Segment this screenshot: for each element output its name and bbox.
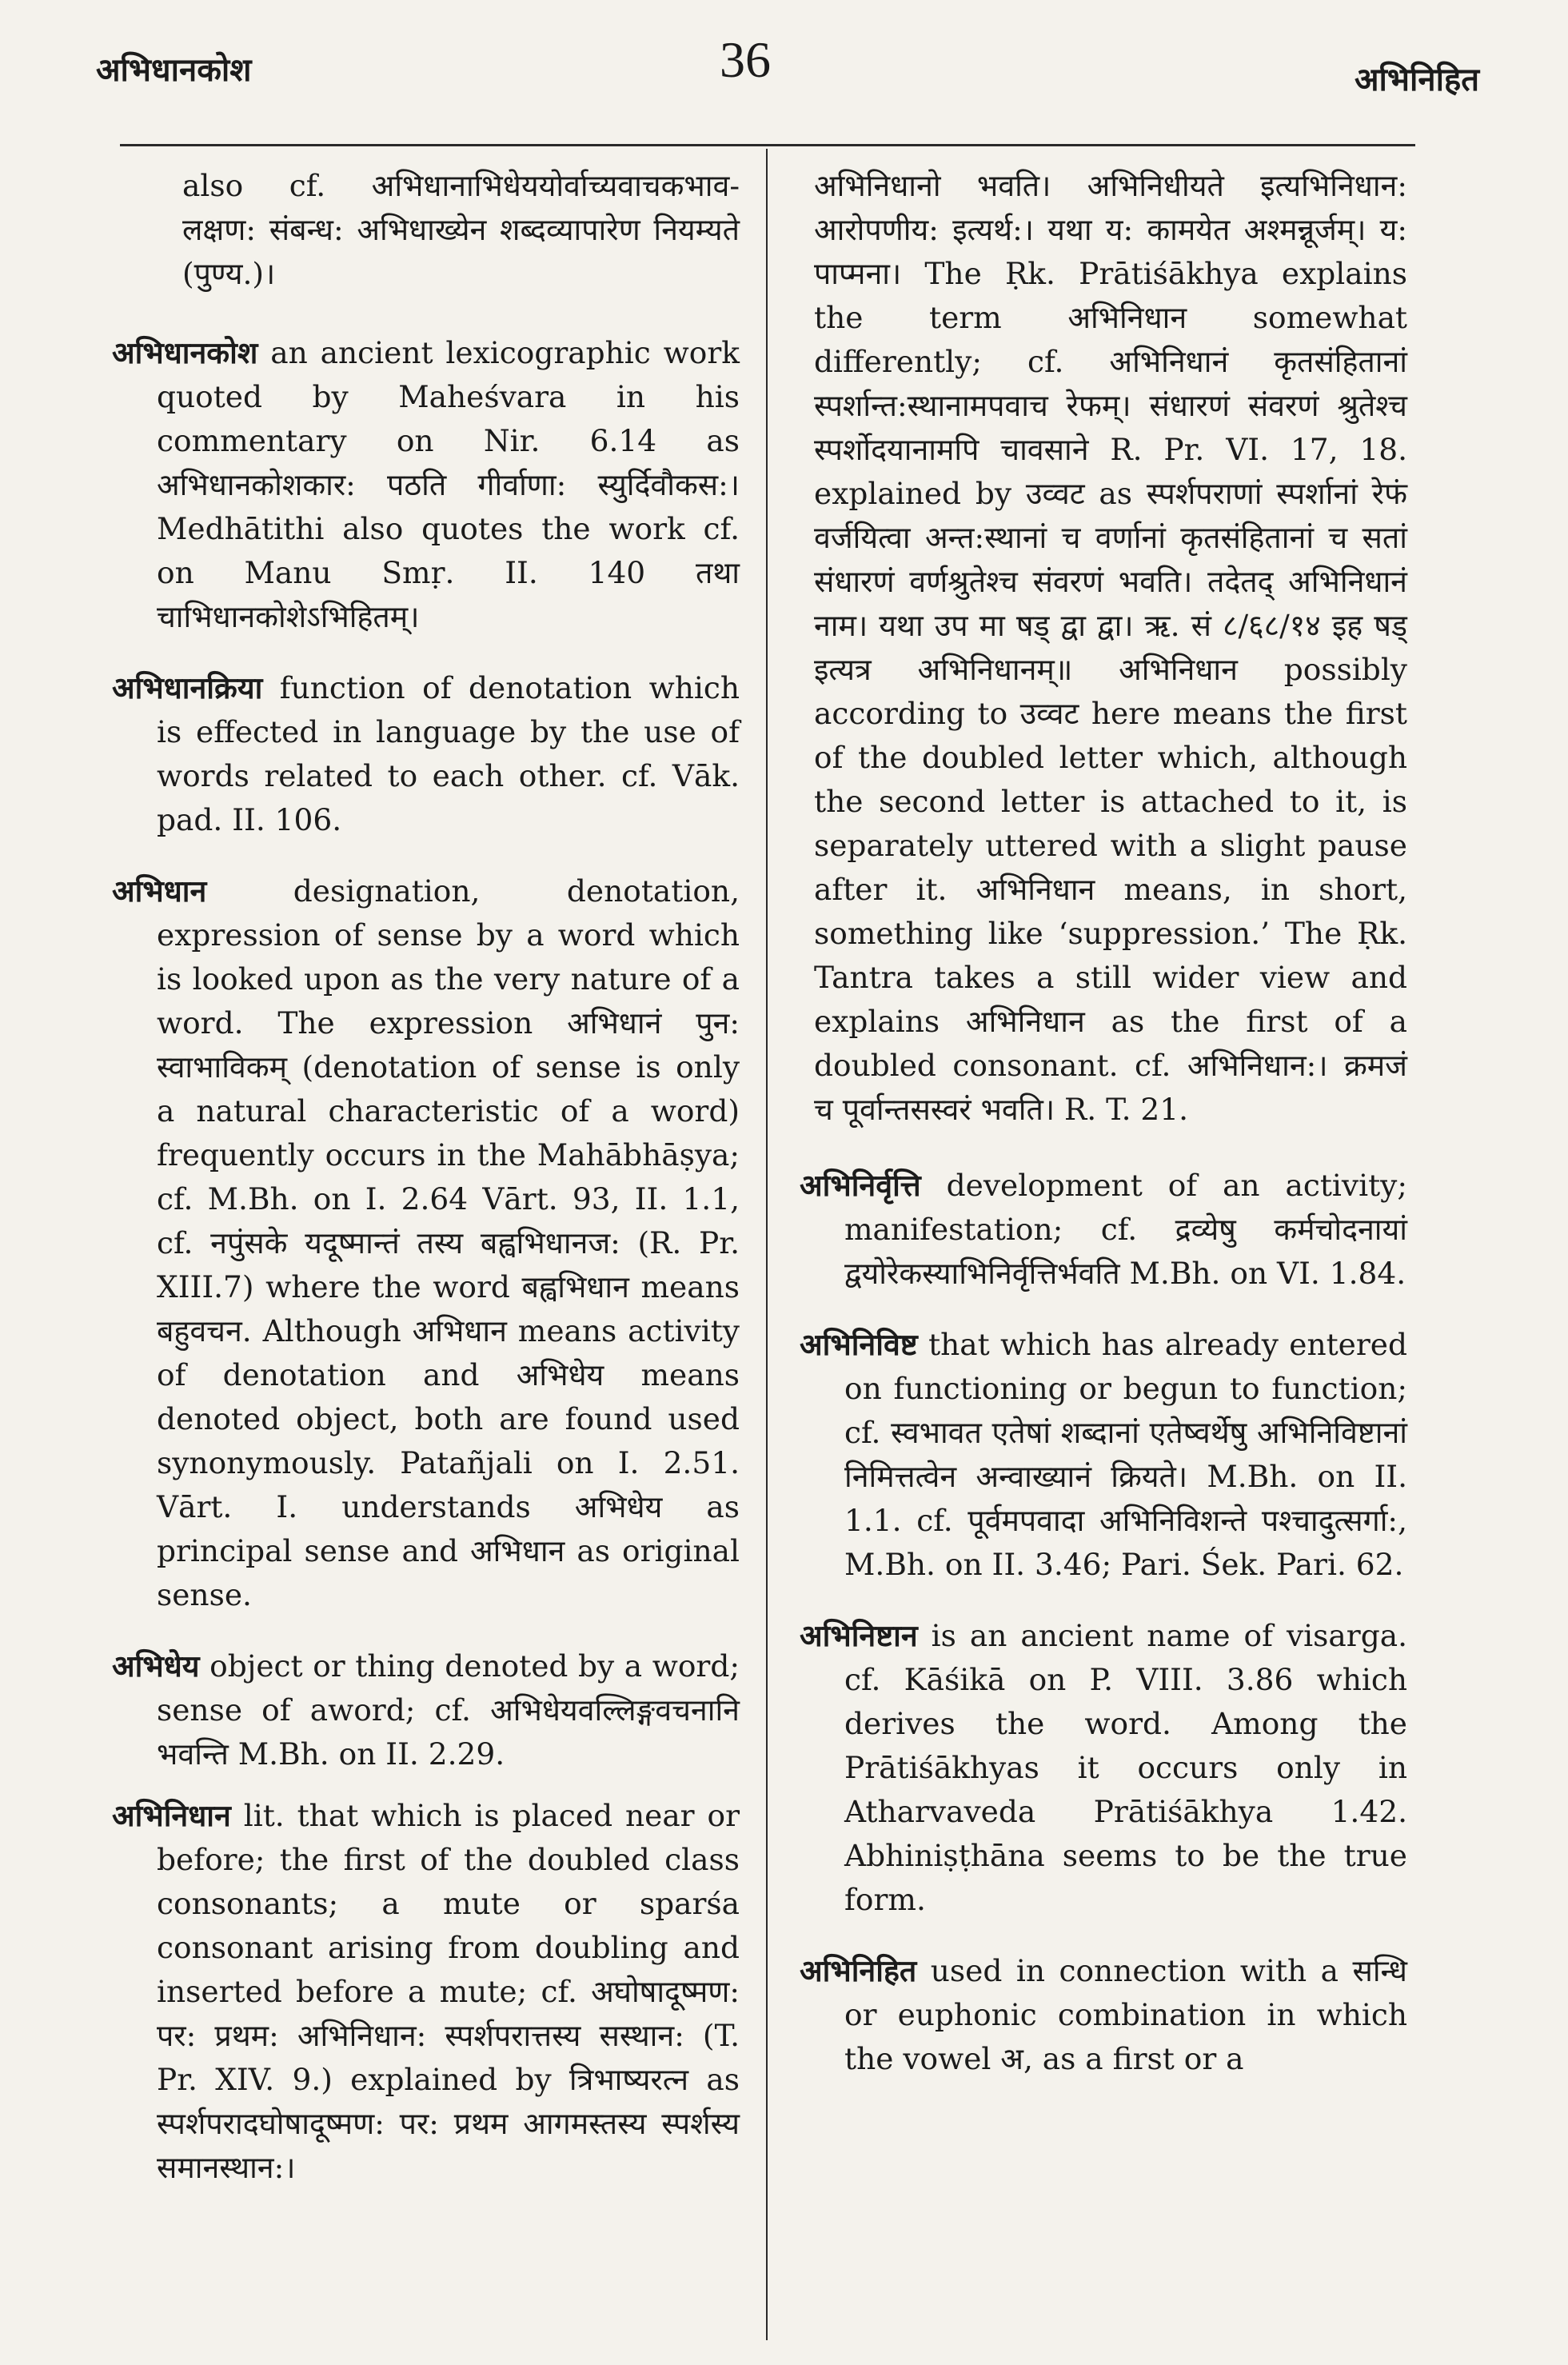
dictionary-entry	[112, 331, 740, 639]
entry-headword: अभिनिहित	[800, 1953, 917, 1988]
dictionary-entry	[112, 1644, 740, 1776]
column-divider	[766, 149, 768, 2340]
dictionary-entry	[112, 869, 740, 1617]
entry-text: an ancient lexicographic work quoted by Maheśvara in his commentary on Nir. 6.14 as अभिधानकोशकार: पठति गीर्वाणा: स्युर्दिवौकस:। Medhātithi also quotes the work cf. on Manu Smṛ. II. 140 तथा चाभिधानकोशेऽभिहितम्।	[157, 335, 740, 634]
dictionary-entry	[112, 666, 740, 842]
dictionary-entry	[112, 1794, 740, 2190]
entry-text: designation, denotation, expression of sense by a word which is looked upon as the very nature of a word. The expression अभिधानं पुन: स्वाभाविकम् (denotation of sense is only a natural characteristic of a word) frequently occurs in the Mahābhāṣya; cf. M.Bh. on I. 2.64 Vārt. 93, II. 1.1, cf. नपुंसके यदूष्मान्तं तस्य बह्वभिधानज: (R. Pr. XIII.7) where the word बह्वभिधान means बहुवचन. Although अभिधान means activity of denotation and अभिधेय means denoted object, both are found used synonymously. Patañjali on I. 2.51. Vārt. I. understands अभिधेय as principal sense and अभिधान as original sense.	[157, 873, 740, 1612]
entry-headword: अभिनिर्वृत्ति	[800, 1168, 921, 1203]
entry-headword: अभिधान	[112, 873, 207, 909]
dictionary-entry	[800, 1164, 1407, 1296]
page-number: 36	[720, 31, 771, 88]
page-header	[0, 0, 1568, 144]
header-rule	[120, 144, 1415, 146]
dictionary-entry	[800, 1614, 1407, 1922]
entry-text: function of denotation which is effected in language by the use of words related to each other. cf. Vāk. pad. II. 106.	[157, 670, 740, 837]
entry-text: is an ancient name of visarga. cf. Kāśikā on P. VIII. 3.86 which derives the word. Among the Prātiśākhyas it occurs only in Atharvaveda Prātiśākhya 1.42. Abhiniṣṭhāna seems to be the true form.	[844, 1618, 1407, 1917]
dictionary-entry	[800, 1949, 1407, 2081]
entry-text: also cf. अभिधानाभिधेययोर्वाच्यवाचकभाव-लक्षण: संबन्ध: अभिधाख्येन शब्दव्यापारेण नियम्यते (पुण्य.)।	[182, 168, 740, 291]
entry-text: used in connection with a सन्धि or euphonic combination in which the vowel अ, as a first or a	[844, 1953, 1407, 2076]
entry-text: object or thing denoted by a word; sense of aword; cf. अभिधेयवल्लिङ्गवचनानि भवन्ति M.Bh. on II. 2.29.	[157, 1648, 740, 1772]
entry-headword: अभिनिष्टान	[800, 1618, 918, 1653]
running-head-right: अभिनिहित	[1355, 61, 1479, 98]
left-column	[112, 164, 740, 2217]
entry-text: development of an activity; manifestation; cf. द्रव्येषु कर्मचोदनायां द्वयोरेकस्याभिनिर्वृत्तिर्भवति M.Bh. on VI. 1.84.	[844, 1168, 1407, 1291]
right-column	[800, 164, 1407, 2108]
dictionary-entry	[800, 164, 1407, 1132]
entry-headword: अभिधानक्रिया	[112, 670, 263, 705]
dictionary-entry	[112, 164, 740, 296]
entry-text: that which has already entered on functioning or begun to function; cf. स्वभावत एतेषां शब्दानां एतेष्वर्थेषु अभिनिविष्टानां निमित्तत्वेन अन्वाख्यानं क्रियते। M.Bh. on II. 1.1. cf. पूर्वमपवादा अभिनिविशन्ते पश्चादुत्सर्गा:, M.Bh. on II. 3.46; Pari. Śek. Pari. 62.	[844, 1327, 1407, 1582]
entry-text: lit. that which is placed near or before; the first of the doubled class consonants; a mute or sparśa consonant arising from doubling and inserted before a mute; cf. अघोषादूष्मण: पर: प्रथम: अभिनिधान: स्पर्शपरात्तस्य सस्थान: (T. Pr. XIV. 9.) explained by त्रिभाष्यरत्न as स्पर्शपरादघोषादूष्मण: पर: प्रथम आगमस्तस्य स्पर्शस्य समानस्थान:।	[157, 1798, 740, 2185]
entry-headword: अभिनिविष्ट	[800, 1327, 918, 1362]
running-head-left: अभिधानकोश	[96, 51, 252, 89]
entry-text: अभिनिधानो भवति। अभिनिधीयते इत्यभिनिधान: आरोपणीय: इत्यर्थ:। यथा य: कामयेत अश्मन्नूर्जम्। य: पाप्मना। The Ṛk. Prātiśākhya explains the term अभिनिधान somewhat differently; cf. अभिनिधानं कृतसंहितानां स्पर्शान्त:स्थानामपवाच रेफम्। संधारणं संवरणं श्रुतेश्च स्पर्शोदयानामपि चावसाने R. Pr. VI. 17, 18. explained by उव्वट as स्पर्शपराणां स्पर्शानां रेफं वर्जयित्वा अन्त:स्थानां च वर्णानां कृतसंहितानां च सतां संधारणं वर्णश्रुतेश्च संवरणं भवति। तदेतद् अभिनिधानं नाम। यथा उप मा षड् द्वा द्वा। ऋ. सं ८/६८/१४ इह षड् इत्यत्र अभिनिधानम्॥ अभिनिधान possibly according to उव्वट here means the first of the doubled letter which, although the second letter is attached to it, is separately uttered with a slight pause after it. अभिनिधान means, in short, something like ‘suppression.’ The Ṛk. Tantra takes a still wider view and explains अभिनिधान as the first of a doubled consonant. cf. अभिनिधान:। क्रमजं च पूर्वान्तसस्वरं भवति। R. T. 21.	[814, 168, 1407, 1127]
entry-headword: अभिधेय	[112, 1648, 200, 1684]
dictionary-entry	[800, 1323, 1407, 1587]
entry-headword: अभिधानकोश	[112, 335, 258, 370]
entry-headword: अभिनिधान	[112, 1798, 231, 1833]
